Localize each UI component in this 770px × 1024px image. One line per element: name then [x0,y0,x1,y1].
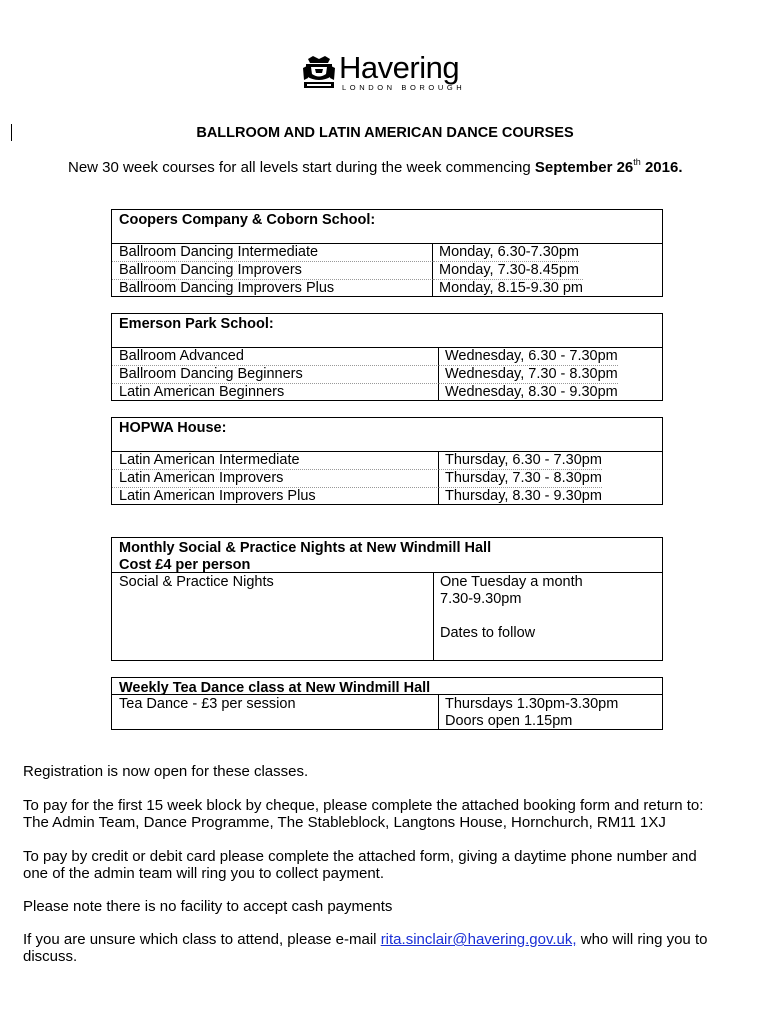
course-time: Wednesday, 6.30 - 7.30pm [445,348,618,364]
card-line: To pay by credit or debit card please complete the attached form, giving a daytime phone number and [23,848,697,865]
table-row [112,573,662,661]
tea-time: Thursdays 1.30pm-3.30pm [445,696,619,712]
card-instructions [23,848,753,882]
tea-dance-table [111,677,663,730]
cheque-line: To pay for the first 15 week block by cheque, please complete the attached booking form and return to: [23,797,704,814]
social-schedule [112,572,662,660]
course-time: Wednesday, 7.30 - 8.30pm [439,365,618,383]
table-row [112,487,662,505]
subtitle-year: 2016. [640,159,683,176]
contact-text: If you are unsure which class to attend, please e-mail [23,931,381,948]
venue-title: Emerson Park School: [119,316,274,332]
page-subtitle [68,159,683,176]
course-time: Wednesday, 8.30 - 9.30pm [439,383,618,401]
course-name: Ballroom Dancing Intermediate [112,244,433,261]
cheque-address: The Admin Team, Dance Programme, The Stableblock, Langtons House, Hornchurch, RM11 1XJ [23,814,666,831]
venue-schedule [112,243,662,296]
table-row [112,279,662,297]
course-name: Ballroom Dancing Improvers [112,261,433,279]
course-name: Ballroom Dancing Beginners [112,365,439,383]
cash-note: Please note there is no facility to accept cash payments [23,898,393,915]
tea-times [439,695,618,730]
social-dates: Dates to follow [440,625,536,641]
tea-label: Tea Dance - £3 per session [112,695,439,730]
course-time: Thursday, 7.30 - 8.30pm [439,469,602,487]
havering-logo [302,50,482,94]
contact-line-2: discuss. [23,948,78,965]
subtitle-text: New 30 week courses for all levels start during the week commencing [68,159,535,176]
table-row [112,383,662,401]
venue-table-emerson [111,313,663,401]
course-name: Ballroom Dancing Improvers Plus [112,279,433,297]
contact-email-link[interactable]: rita.sinclair@havering.gov.uk, [380,931,577,948]
venue-title: HOPWA House: [119,420,227,436]
registration-text: Registration is now open for these classes. [23,763,309,780]
social-label: Social & Practice Nights [112,573,434,661]
venue-table-hopwa [111,417,663,505]
social-table [111,537,663,661]
course-time: Thursday, 8.30 - 9.30pm [439,487,602,505]
venue-schedule [112,347,662,400]
course-name: Ballroom Advanced [112,348,439,365]
venue-table-coopers [111,209,663,297]
contact-text-end: who will ring you to [576,931,708,948]
table-row [112,452,662,469]
social-when: One Tuesday a month [440,574,583,590]
course-name: Latin American Improvers [112,469,439,487]
course-name: Latin American Beginners [112,383,439,401]
tea-doors: Doors open 1.15pm [445,713,573,729]
tea-schedule [112,694,662,729]
contact-paragraph [23,931,753,965]
cheque-instructions [23,797,753,831]
table-row [112,469,662,487]
table-row [112,365,662,383]
social-title: Monthly Social & Practice Nights at New Windmill Hall [119,540,492,556]
table-row [112,348,662,365]
social-times [434,573,583,661]
tea-title: Weekly Tea Dance class at New Windmill Hall [119,680,431,696]
course-name: Latin American Intermediate [112,452,439,469]
logo-name: Havering [339,50,460,85]
venue-title: Coopers Company & Coborn School: [119,212,376,228]
course-time: Monday, 6.30-7.30pm [439,244,579,260]
subtitle-date: September 26 [534,159,634,176]
contact-line [23,931,753,948]
table-row [112,244,662,261]
course-name: Latin American Improvers Plus [112,487,439,505]
venue-schedule [112,451,662,504]
social-time: 7.30-9.30pm [440,591,522,607]
table-row [112,261,662,279]
course-time: Thursday, 6.30 - 7.30pm [445,452,602,468]
crest-icon [302,54,336,92]
logo-subtitle: LONDON BOROUGH [342,83,466,92]
social-cost: Cost £4 per person [119,557,251,573]
subtitle-date-suffix: th [633,157,641,167]
page-title: BALLROOM AND LATIN AMERICAN DANCE COURSES [196,125,574,141]
card-line: one of the admin team will ring you to collect payment. [23,865,385,882]
course-time: Monday, 8.15-9.30 pm [433,279,583,297]
course-time: Monday, 7.30-8.45pm [433,261,579,279]
table-row [112,695,662,730]
